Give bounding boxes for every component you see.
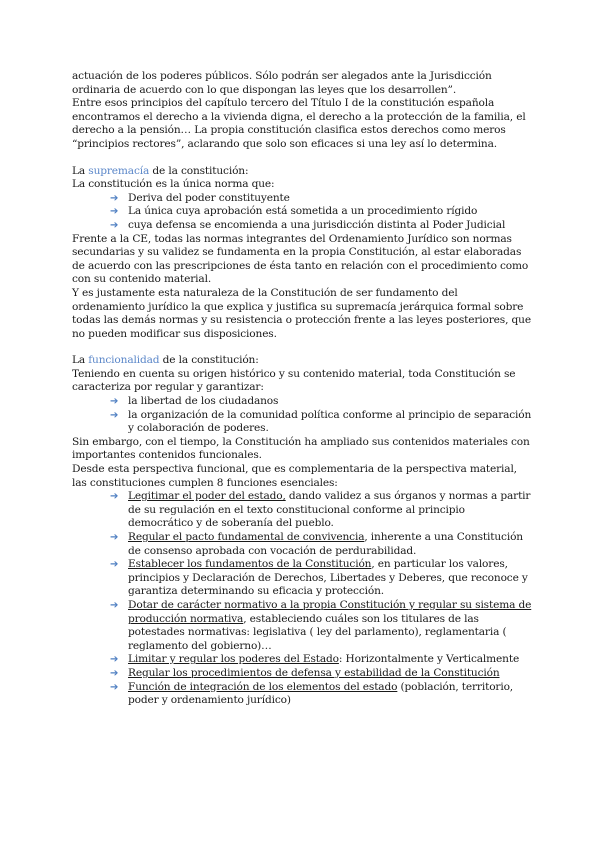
intro-paragraph-1: actuación de los poderes públicos. Sólo podrán ser alegados ante la Jurisdicción ordinaria de acuerdo con lo que dispongan las leyes que los desarrollen”. xyxy=(72,70,492,96)
arrow-right-icon: ➔ xyxy=(110,396,119,408)
function-item: ➔ Establecer los fundamentos de la Constitución, en particular los valores, principios y Declaración de Derechos, Libertades y Deberes, que reconoce y garantiza determinando su eficacia y protección. xyxy=(110,558,528,598)
arrow-right-icon: ➔ xyxy=(110,532,119,543)
function-item: ➔ Legitimar el poder del estado, dando validez a sus órganos y normas a partir de su regulación en el texto constitucional conforme al principio democrático y de soberanía del pueblo. xyxy=(110,490,531,530)
function-item: ➔ Regular el pacto fundamental de convivencia, inherente a una Constitución de consenso aprobada con vocación de perdurabilidad. xyxy=(110,531,523,557)
arrow-right-icon: ➔ xyxy=(110,192,119,204)
supremacia-highlight: supremacía xyxy=(88,164,150,177)
arrow-right-icon: ➔ xyxy=(110,219,119,231)
funcionalidad-heading: La funcionalidad de la constitución: xyxy=(72,354,259,367)
function-item: ➔ Dotar de carácter normativo a la propia Constitución y regular su sistema de producción normativa, estableciendo cuáles son los titulares de las potestades normativas: legislativa ( ley del parlamento), reglamentaria ( reglamento del gobierno)… xyxy=(110,598,532,652)
list-item: ➔ La única cuya aprobación está sometida a un procedimiento rígido xyxy=(110,205,478,218)
list-item: ➔ la libertad de los ciudadanos xyxy=(110,395,279,408)
function-item: ➔ Limitar y regular los poderes del Estado: Horizontalmente y Verticalmente xyxy=(110,653,520,666)
funcionalidad-paragraph-2: Desde esta perspectiva funcional, que es complementaria de la perspectiva material, las constituciones cumplen 8 funciones esenciales: xyxy=(72,463,517,489)
arrow-right-icon: ➔ xyxy=(110,559,119,571)
supremacia-list xyxy=(72,192,532,233)
function-item: ➔ Regular los procedimientos de defensa y estabilidad de la Constitución xyxy=(110,666,500,679)
list-item: ➔ la organización de la comunidad política conforme al principio de separación y colaboración de poderes. xyxy=(110,408,532,435)
list-item: ➔ cuya defensa se encomienda a una jurisdicción distinta al Poder Judicial xyxy=(110,218,506,231)
funcionalidad-list xyxy=(72,395,532,436)
document-page xyxy=(72,70,532,708)
arrow-right-icon: ➔ xyxy=(110,654,119,666)
supremacia-paragraph-2: Y es justamente esta naturaleza de la Constitución de ser fundamento del ordenamiento jurídico la que explica y justifica su supremacía jerárquica formal sobre todas las demás normas y su resistencia o protección frente a las leyes posteriores, que no pueden modificar sus disposiciones. xyxy=(72,286,531,340)
supremacia-lead: La constitución es la única norma que: xyxy=(72,178,275,191)
arrow-right-icon: ➔ xyxy=(110,491,119,503)
supremacia-heading: La supremacía de la constitución: xyxy=(72,164,249,177)
arrow-right-icon: ➔ xyxy=(110,409,119,421)
function-item: ➔ Función de integración de los elementos del estado (población, territorio, poder y ordenamiento jurídico) xyxy=(110,680,514,707)
arrow-right-icon: ➔ xyxy=(110,206,119,218)
intro-paragraph-2: Entre esos principios del capítulo tercero del Título I de la constitución española encontramos el derecho a la vivienda digna, el derecho a la protección de la familia, el derecho a la pensión… La propia constitución clasifica estos derechos como meros “principios rectores”, aclarando que solo son eficaces si una ley así lo determina. xyxy=(72,97,526,150)
list-item: ➔ Deriva del poder constituyente xyxy=(110,191,290,204)
funcionalidad-paragraph-1: Sin embargo, con el tiempo, la Constitución ha ampliado sus contenidos materiales con importantes contenidos funcionales. xyxy=(72,435,530,462)
arrow-right-icon: ➔ xyxy=(110,681,119,693)
supremacia-paragraph-1: Frente a la CE, todas las normas integrantes del Ordenamiento Jurídico son normas secundarias y su validez se fundamenta en la propia Constitución, al estar elaboradas de acuerdo con las prescripciones de ésta tanto en relación con el procedimiento como con su contenido material. xyxy=(72,232,529,286)
funcionalidad-highlight: funcionalidad xyxy=(88,354,160,367)
functions-list xyxy=(72,490,532,708)
funcionalidad-lead: Teniendo en cuenta su origen histórico y su contenido material, toda Constitución se caracteriza por regular y garantizar: xyxy=(72,367,516,394)
arrow-right-icon: ➔ xyxy=(110,599,119,611)
arrow-right-icon: ➔ xyxy=(110,667,119,679)
